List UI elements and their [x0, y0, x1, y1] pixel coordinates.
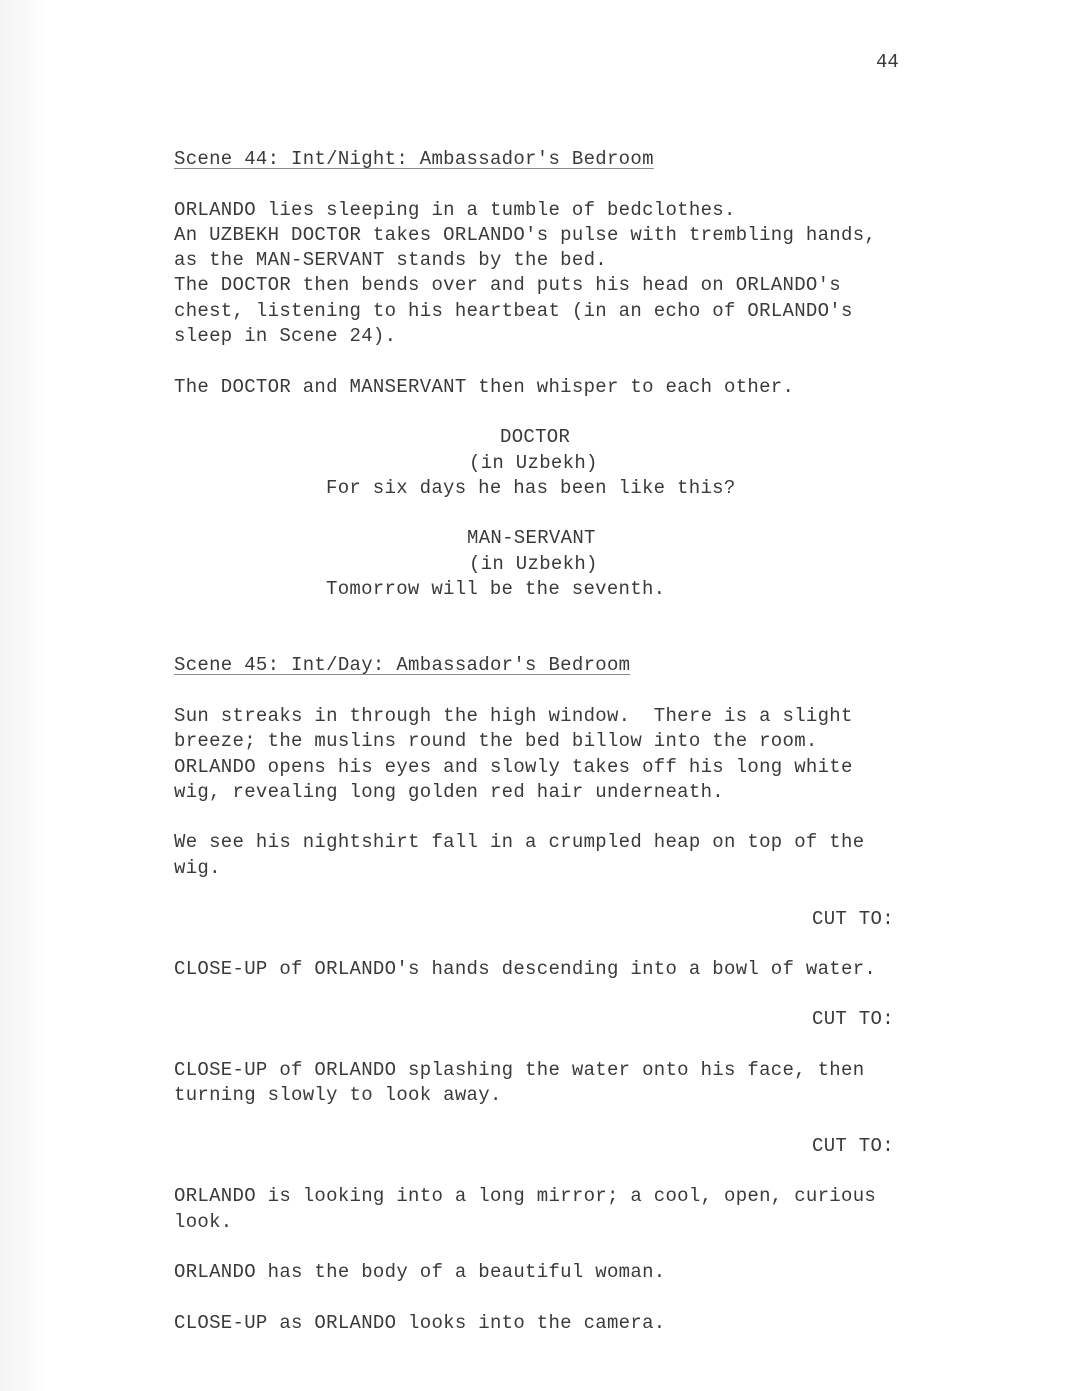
scene-44-heading: Scene 44: Int/Night: Ambassador's Bedroom — [174, 148, 654, 170]
scene-44-action-line: The DOCTOR then bends over and puts his head on ORLANDO's — [174, 274, 842, 296]
dialogue-character-man-servant: MAN-SERVANT — [467, 527, 596, 549]
dialogue-character-doctor: DOCTOR — [500, 426, 571, 448]
dialogue-line-man-servant: Tomorrow will be the seventh. — [326, 578, 666, 600]
page-number: 44 — [876, 51, 899, 73]
scene-45-action-line: CLOSE-UP as ORLANDO looks into the camera. — [174, 1312, 666, 1334]
scene-45-action-line: Sun streaks in through the high window. There is a slight — [174, 705, 853, 727]
dialogue-parenthetical-doctor: (in Uzbekh) — [469, 452, 598, 474]
dialogue-line-doctor: For six days he has been like this? — [326, 477, 736, 499]
scene-44-action-line: ORLANDO lies sleeping in a tumble of bedclothes. — [174, 199, 736, 221]
scene-45-action-line: look. — [174, 1211, 233, 1233]
scene-45-action-line: ORLANDO has the body of a beautiful woman. — [174, 1261, 666, 1283]
scene-45-action-line: ORLANDO opens his eyes and slowly takes off his long white — [174, 756, 853, 778]
scene-45-action-line: wig, revealing long golden red hair underneath. — [174, 781, 724, 803]
scene-44-action-line: An UZBEKH DOCTOR takes ORLANDO's pulse with trembling hands, — [174, 224, 877, 246]
transition-cut-to: CUT TO: — [812, 908, 894, 930]
scene-44-action-line: chest, listening to his heartbeat (in an echo of ORLANDO's — [174, 300, 853, 322]
scene-45-action-line: We see his nightshirt fall in a crumpled heap on top of the — [174, 831, 865, 853]
scene-45-action-line: CLOSE-UP of ORLANDO's hands descending into a bowl of water. — [174, 958, 877, 980]
page-edge-shadow — [0, 0, 46, 1391]
dialogue-parenthetical-man-servant: (in Uzbekh) — [469, 553, 598, 575]
scene-45-action-line: ORLANDO is looking into a long mirror; a cool, open, curious — [174, 1185, 877, 1207]
scene-45-heading: Scene 45: Int/Day: Ambassador's Bedroom — [174, 654, 631, 676]
scene-44-action-line: sleep in Scene 24). — [174, 325, 397, 347]
scene-45-action-line: CLOSE-UP of ORLANDO splashing the water onto his face, then — [174, 1059, 865, 1081]
scene-44-action-line: as the MAN-SERVANT stands by the bed. — [174, 249, 607, 271]
transition-cut-to: CUT TO: — [812, 1008, 894, 1030]
scene-44-action-whisper: The DOCTOR and MANSERVANT then whisper to each other. — [174, 376, 795, 398]
scene-45-action-line: wig. — [174, 857, 221, 879]
scene-45-action-line: turning slowly to look away. — [174, 1084, 502, 1106]
scene-45-action-line: breeze; the muslins round the bed billow into the room. — [174, 730, 818, 752]
transition-cut-to: CUT TO: — [812, 1135, 894, 1157]
